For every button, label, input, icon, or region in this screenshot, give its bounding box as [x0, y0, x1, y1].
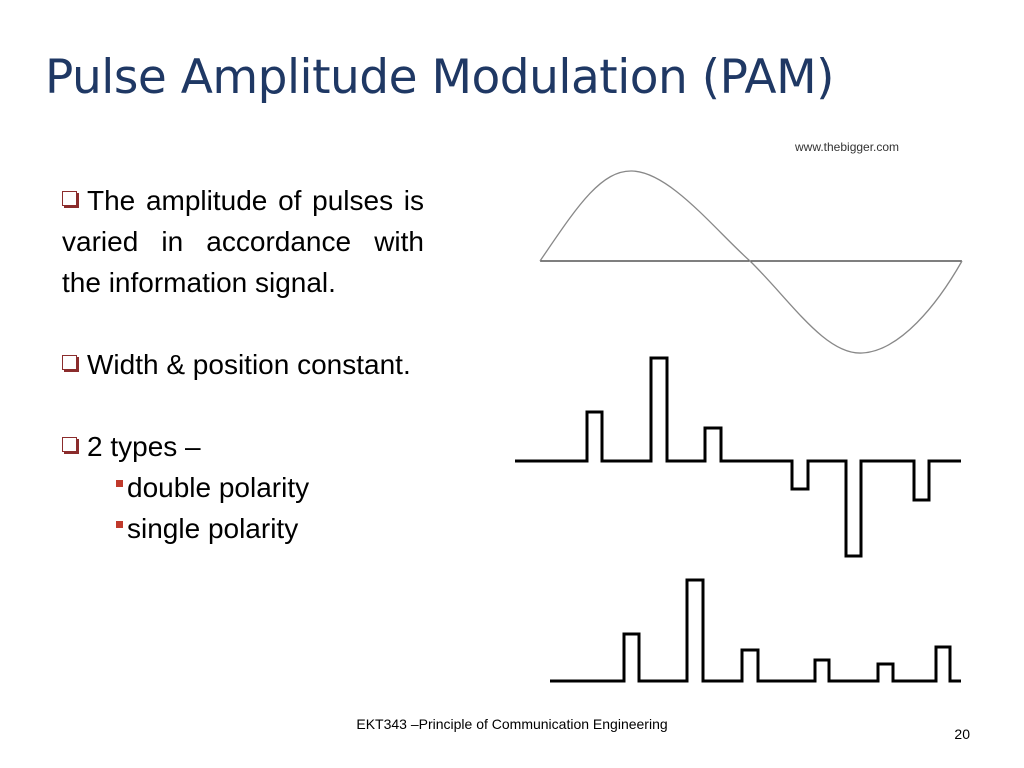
footer-course-title: EKT343 –Principle of Communication Engineering — [356, 716, 668, 732]
figure-watermark: www.thebigger.com — [795, 140, 900, 154]
pam-waveform-figure — [505, 130, 975, 695]
bullet-types — [62, 426, 424, 467]
pam-waveform-diagram — [505, 130, 975, 695]
checkbox-bullet-icon — [62, 437, 77, 452]
sub-bullet-single-polarity — [116, 508, 424, 549]
bullet-types-text: 2 types – — [87, 431, 201, 462]
bullet-width-position-text: Width & position constant. — [87, 349, 411, 380]
sub-bullet-list — [62, 467, 424, 549]
bullet-width-position — [62, 344, 424, 385]
single-polarity-pulse-train — [550, 580, 961, 681]
checkbox-bullet-icon — [62, 191, 77, 206]
page-number: 20 — [954, 726, 970, 742]
bullet-amplitude — [62, 180, 424, 303]
sub-bullet-single-polarity-text: single polarity — [127, 513, 299, 544]
sub-bullet-double-polarity-text: double polarity — [127, 472, 310, 503]
slide-title: Pulse Amplitude Modulation (PAM) — [45, 50, 834, 105]
message-sine-wave — [540, 171, 962, 353]
sub-bullet-double-polarity — [116, 467, 424, 508]
checkbox-bullet-icon — [62, 355, 77, 370]
square-bullet-icon — [116, 480, 123, 487]
double-polarity-pulse-train — [515, 358, 961, 556]
bullet-content — [62, 180, 424, 549]
bullet-amplitude-text: The amplitude of pulses is varied in accordance with the information signal. — [62, 185, 424, 298]
square-bullet-icon — [116, 521, 123, 528]
